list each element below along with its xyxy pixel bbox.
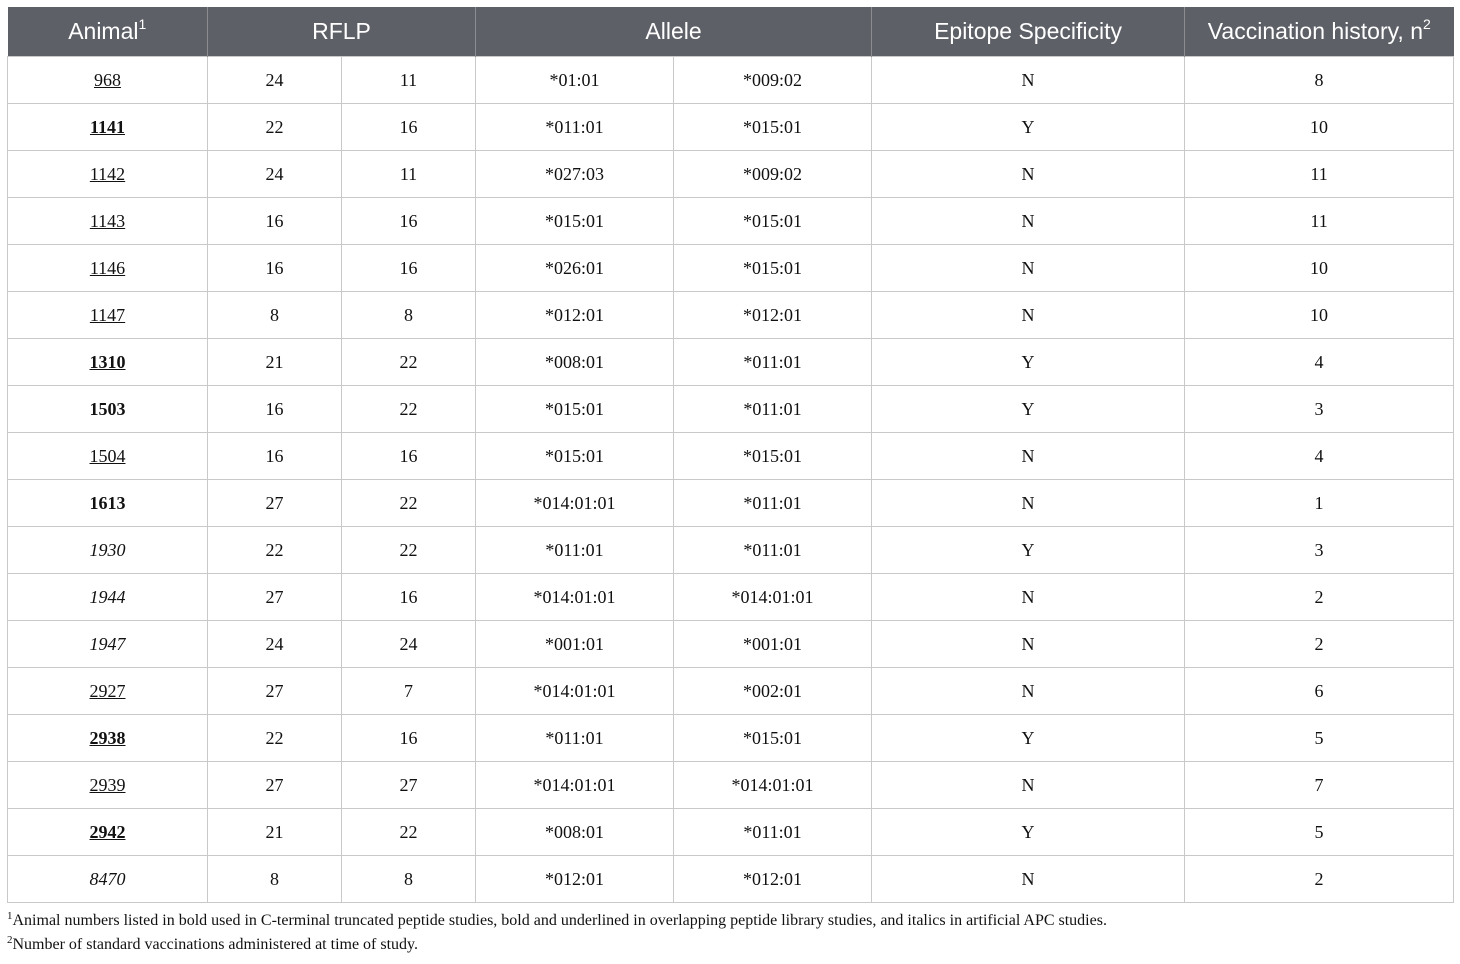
cell-rflp-2: 22 [342,480,476,527]
cell-vaccination-history: 5 [1185,809,1454,856]
cell-vaccination-history: 5 [1185,715,1454,762]
cell-epitope-specificity: N [872,621,1185,668]
table-row [8,386,1454,433]
cell-allele-1: *015:01 [476,386,674,433]
cell-allele-1: *014:01:01 [476,574,674,621]
table-row [8,245,1454,292]
cell-epitope-specificity: N [872,57,1185,104]
cell-allele-1: *01:01 [476,57,674,104]
cell-rflp-2: 16 [342,104,476,151]
table-row [8,292,1454,339]
cell-epitope-specificity: N [872,245,1185,292]
cell-rflp-1: 16 [208,198,342,245]
cell-allele-1: *014:01:01 [476,480,674,527]
cell-allele-1: *012:01 [476,292,674,339]
cell-allele-2: *012:01 [674,292,872,339]
cell-rflp-2: 11 [342,57,476,104]
cell-epitope-specificity: Y [872,339,1185,386]
table-row [8,856,1454,903]
cell-animal: 2939 [8,762,208,809]
cell-allele-1: *008:01 [476,809,674,856]
cell-animal: 1146 [8,245,208,292]
cell-rflp-2: 7 [342,668,476,715]
cell-vaccination-history: 7 [1185,762,1454,809]
cell-animal: 8470 [8,856,208,903]
cell-allele-2: *011:01 [674,809,872,856]
cell-rflp-2: 22 [342,809,476,856]
table-header-row [8,7,1454,57]
footnotes [7,909,1453,957]
cell-rflp-1: 27 [208,762,342,809]
cell-epitope-specificity: N [872,762,1185,809]
table-row [8,527,1454,574]
cell-rflp-2: 22 [342,527,476,574]
cell-animal: 1504 [8,433,208,480]
header-epitope-specificity: Epitope Specificity [872,7,1185,57]
cell-rflp-1: 8 [208,856,342,903]
cell-vaccination-history: 1 [1185,480,1454,527]
cell-vaccination-history: 2 [1185,856,1454,903]
cell-vaccination-history: 11 [1185,151,1454,198]
table-row [8,57,1454,104]
cell-animal: 1944 [8,574,208,621]
header-animal-label: Animal [68,18,139,44]
cell-rflp-1: 22 [208,715,342,762]
header-allele: Allele [476,7,872,57]
cell-epitope-specificity: N [872,433,1185,480]
cell-allele-2: *011:01 [674,527,872,574]
cell-allele-1: *026:01 [476,245,674,292]
cell-rflp-1: 16 [208,433,342,480]
cell-animal: 1141 [8,104,208,151]
cell-rflp-2: 16 [342,574,476,621]
cell-epitope-specificity: N [872,292,1185,339]
cell-vaccination-history: 4 [1185,339,1454,386]
cell-animal: 1947 [8,621,208,668]
cell-epitope-specificity: N [872,574,1185,621]
cell-rflp-1: 8 [208,292,342,339]
cell-allele-2: *014:01:01 [674,762,872,809]
cell-animal: 1147 [8,292,208,339]
cell-animal: 1930 [8,527,208,574]
footnote-marker: 1 [138,16,147,32]
cell-rflp-2: 8 [342,856,476,903]
cell-rflp-1: 27 [208,480,342,527]
cell-allele-2: *015:01 [674,245,872,292]
cell-rflp-1: 22 [208,104,342,151]
footnote-mark: 1 [7,910,13,922]
table-body [8,57,1454,903]
cell-allele-1: *015:01 [476,198,674,245]
cell-epitope-specificity: N [872,151,1185,198]
cell-rflp-2: 22 [342,386,476,433]
cell-allele-2: *011:01 [674,480,872,527]
table-row [8,433,1454,480]
table-row [8,574,1454,621]
cell-epitope-specificity: N [872,668,1185,715]
cell-allele-1: *008:01 [476,339,674,386]
header-rflp: RFLP [208,7,476,57]
cell-animal: 968 [8,57,208,104]
cell-rflp-2: 22 [342,339,476,386]
cell-rflp-1: 22 [208,527,342,574]
cell-allele-2: *011:01 [674,339,872,386]
cell-vaccination-history: 3 [1185,527,1454,574]
table-row [8,621,1454,668]
cell-epitope-specificity: Y [872,809,1185,856]
table-row [8,104,1454,151]
cell-vaccination-history: 8 [1185,57,1454,104]
cell-rflp-1: 27 [208,574,342,621]
cell-allele-1: *011:01 [476,715,674,762]
cell-animal: 2927 [8,668,208,715]
cell-allele-1: *014:01:01 [476,762,674,809]
cell-allele-2: *014:01:01 [674,574,872,621]
cell-rflp-2: 8 [342,292,476,339]
cell-rflp-1: 21 [208,809,342,856]
header-animal [8,7,208,57]
table-row [8,339,1454,386]
cell-vaccination-history: 6 [1185,668,1454,715]
footnote-2 [7,933,1453,957]
cell-rflp-2: 16 [342,198,476,245]
table-row [8,809,1454,856]
cell-rflp-2: 16 [342,715,476,762]
cell-vaccination-history: 4 [1185,433,1454,480]
cell-rflp-1: 24 [208,621,342,668]
footnote-mark: 2 [7,934,13,946]
table-row [8,715,1454,762]
cell-allele-1: *001:01 [476,621,674,668]
cell-animal: 1142 [8,151,208,198]
cell-allele-2: *002:01 [674,668,872,715]
cell-animal: 1143 [8,198,208,245]
cell-allele-1: *015:01 [476,433,674,480]
animal-allele-table [7,7,1454,903]
cell-rflp-1: 16 [208,245,342,292]
cell-allele-1: *012:01 [476,856,674,903]
table-row [8,198,1454,245]
footnote-text: Number of standard vaccinations administered at time of study. [12,936,419,953]
cell-allele-1: *027:03 [476,151,674,198]
cell-rflp-2: 24 [342,621,476,668]
cell-vaccination-history: 10 [1185,292,1454,339]
cell-animal: 1613 [8,480,208,527]
cell-vaccination-history: 10 [1185,104,1454,151]
cell-vaccination-history: 11 [1185,198,1454,245]
cell-allele-2: *012:01 [674,856,872,903]
cell-vaccination-history: 2 [1185,621,1454,668]
cell-rflp-1: 21 [208,339,342,386]
cell-vaccination-history: 3 [1185,386,1454,433]
cell-allele-1: *011:01 [476,104,674,151]
cell-allele-2: *001:01 [674,621,872,668]
header-vaccination-history [1185,7,1454,57]
cell-animal: 1310 [8,339,208,386]
cell-animal: 2942 [8,809,208,856]
cell-rflp-2: 11 [342,151,476,198]
cell-animal: 1503 [8,386,208,433]
cell-allele-2: *015:01 [674,433,872,480]
table-figure [7,7,1453,957]
cell-rflp-1: 24 [208,151,342,198]
cell-vaccination-history: 2 [1185,574,1454,621]
table-row [8,668,1454,715]
footnote-marker: 2 [1422,16,1431,32]
table-row [8,762,1454,809]
cell-allele-1: *011:01 [476,527,674,574]
cell-epitope-specificity: Y [872,715,1185,762]
cell-epitope-specificity: N [872,856,1185,903]
footnote-text: Animal numbers listed in bold used in C-terminal truncated peptide studies, bold and underlined in overlapping peptide library studies, and italics in artificial APC studies. [12,912,1107,929]
cell-rflp-1: 16 [208,386,342,433]
cell-allele-2: *009:02 [674,57,872,104]
cell-vaccination-history: 10 [1185,245,1454,292]
table-row [8,151,1454,198]
cell-epitope-specificity: Y [872,527,1185,574]
footnote-1 [7,909,1453,933]
cell-epitope-specificity: Y [872,104,1185,151]
cell-rflp-1: 27 [208,668,342,715]
cell-allele-2: *015:01 [674,104,872,151]
cell-epitope-specificity: N [872,480,1185,527]
cell-rflp-1: 24 [208,57,342,104]
cell-allele-2: *009:02 [674,151,872,198]
header-vaccination-label: Vaccination history, n [1207,18,1423,44]
cell-allele-1: *014:01:01 [476,668,674,715]
cell-epitope-specificity: N [872,198,1185,245]
cell-rflp-2: 27 [342,762,476,809]
cell-epitope-specificity: Y [872,386,1185,433]
cell-allele-2: *011:01 [674,386,872,433]
cell-rflp-2: 16 [342,433,476,480]
cell-allele-2: *015:01 [674,198,872,245]
cell-animal: 2938 [8,715,208,762]
table-row [8,480,1454,527]
cell-rflp-2: 16 [342,245,476,292]
cell-allele-2: *015:01 [674,715,872,762]
